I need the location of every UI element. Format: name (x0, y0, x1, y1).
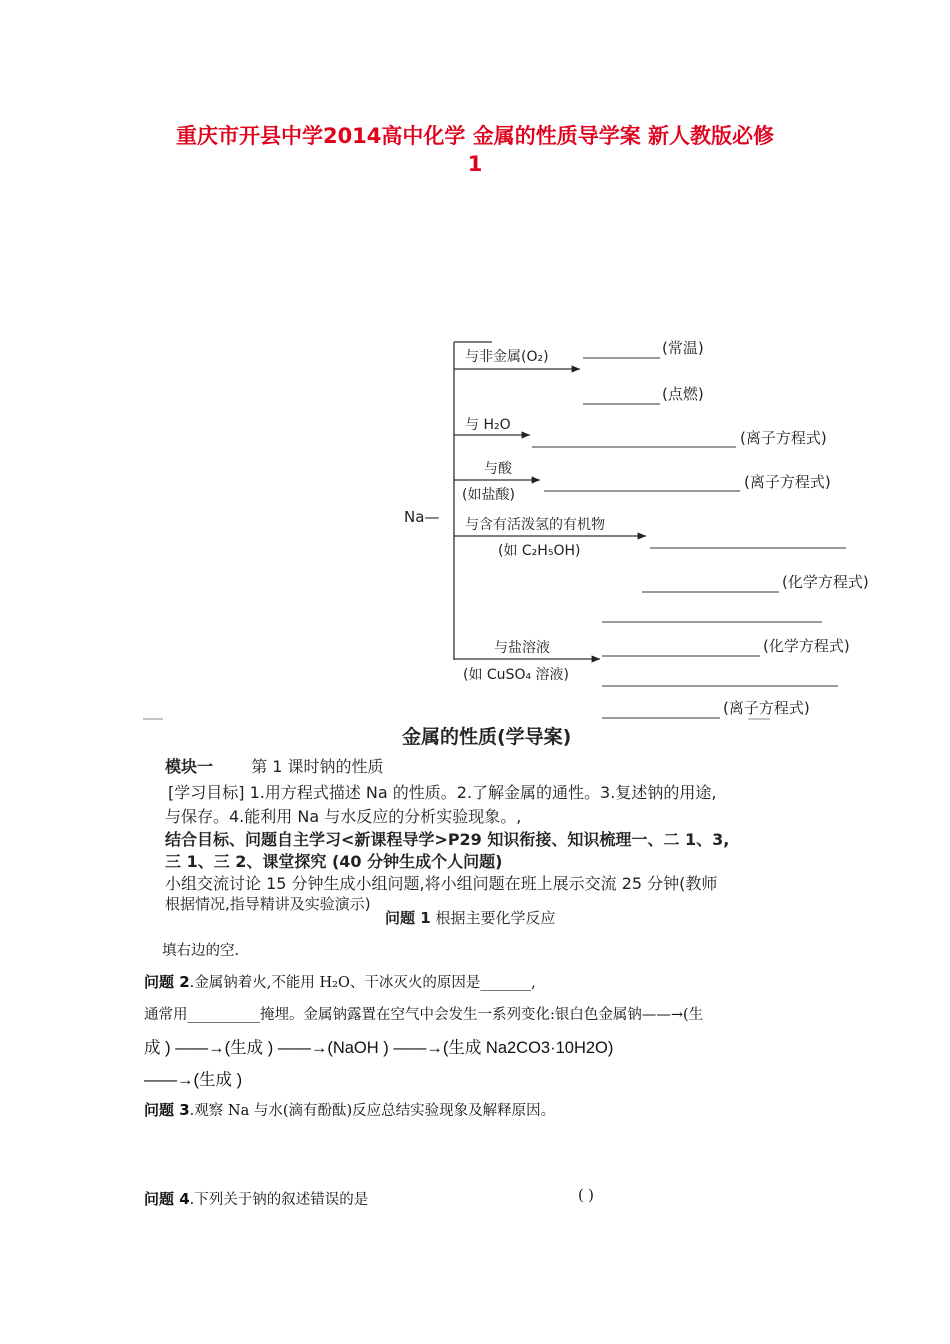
question-1-label: 问题 1 (385, 909, 431, 927)
question-1-cont: 填右边的空. (162, 943, 240, 959)
branch-oxygen-normal: (常温) (662, 339, 704, 357)
discuss-line-2: 根据情况,指导精讲及实验演示) (165, 895, 371, 913)
question-1-line (385, 907, 555, 928)
question-2-text: .金属钠着火,不能用 H₂O、干冰灭火的原因是_______, (189, 975, 536, 991)
question-4-answer-bracket[interactable]: ( ) (578, 1188, 594, 1204)
module-text: 第 1 课时钠的性质 (251, 757, 384, 776)
question-2-line (144, 971, 536, 992)
branch-salt-eq1: (化学方程式) (763, 637, 850, 655)
document-title: 重庆市开县中学2014高中化学 金属的性质导学案 新人教版必修 (175, 124, 775, 148)
branch-acid-example: (如盐酸) (462, 487, 515, 503)
branch-oxygen-burn: (点燃) (662, 385, 704, 403)
branch-organic-label: 与含有活泼氢的有机物 (465, 517, 605, 533)
diagram-root-na: Na— (404, 508, 440, 526)
branch-organic-example: (如 C₂H₅OH) (498, 543, 581, 559)
document-title-cont: 1 (467, 152, 483, 176)
study-line-1: 结合目标、问题自主学习<新课程导学>P29 知识衔接、知识梳理一、二 1、3, (165, 830, 730, 849)
module-line (165, 754, 384, 777)
branch-water-eq: (离子方程式) (740, 429, 827, 447)
goal-line-1: [学习目标] 1.用方程式描述 Na 的性质。2.了解金属的通性。3.复述钠的用途, (168, 783, 717, 802)
question-4-text: .下列关于钠的叙述错误的是 (189, 1192, 369, 1208)
branch-salt-eq2: (离子方程式) (723, 699, 810, 717)
question-3-line (144, 1099, 555, 1120)
question-4-label: 问题 4 (144, 1190, 190, 1208)
question-2-line4: ——→(生成 ) (144, 1071, 243, 1089)
question-2-line2: 通常用__________掩埋。金属钠露置在空气中会发生一系列变化:银白色金属钠——→(生 (144, 1007, 704, 1023)
module-label: 模块一 (165, 757, 214, 776)
branch-salt-example: (如 CuSO₄ 溶液) (463, 667, 569, 683)
question-4-line (144, 1188, 368, 1209)
branch-organic-eq: (化学方程式) (782, 573, 869, 591)
question-2-line3: 成 ) ——→(生成 ) ——→(NaOH ) ——→(生成 Na2CO3·10H2O) (144, 1039, 614, 1057)
discuss-line-1: 小组交流讨论 15 分钟生成小组问题,将小组问题在班上展示交流 25 分钟(教师 (165, 874, 718, 893)
question-2-label: 问题 2 (144, 973, 190, 991)
branch-acid-label: 与酸 (484, 461, 512, 477)
question-3-text: .观察 Na 与水(滴有酚酞)反应总结实验现象及解释原因。 (189, 1103, 556, 1119)
branch-water-label: 与 H₂O (465, 417, 511, 433)
branch-oxygen-label: 与非金属(O₂) (465, 349, 549, 365)
goal-line-2: 与保存。4.能利用 Na 与水反应的分析实验现象。, (165, 807, 522, 826)
branch-acid-eq: (离子方程式) (744, 473, 831, 491)
study-line-2: 三 1、三 2、课堂探究 (40 分钟生成个人问题) (165, 852, 503, 871)
branch-salt-label: 与盐溶液 (494, 640, 550, 656)
question-1-text: 根据主要化学反应 (435, 909, 556, 927)
handout-heading: 金属的性质(学导案) (402, 726, 572, 748)
question-3-label: 问题 3 (144, 1101, 190, 1119)
